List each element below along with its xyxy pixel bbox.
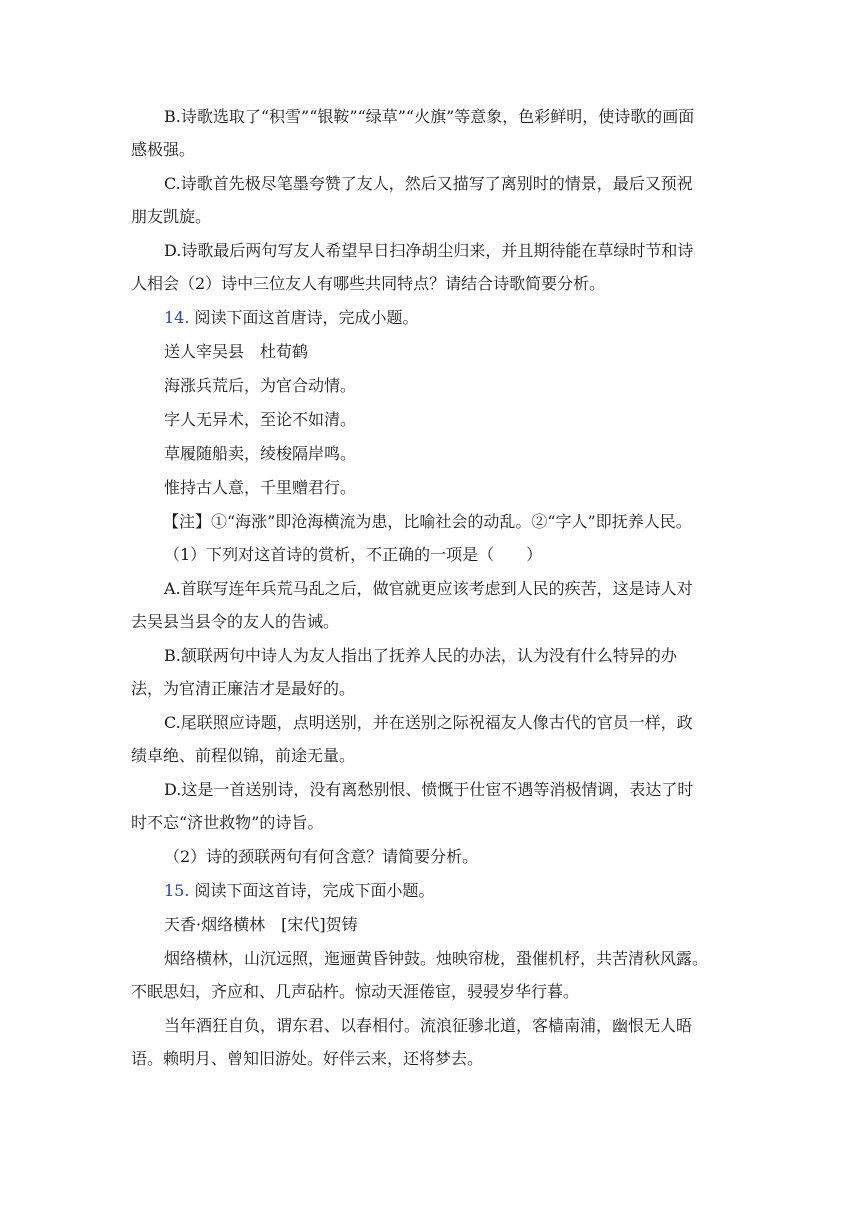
- option-c2-line-1: C.尾联照应诗题，点明送别，并在送别之际祝福友人像古代的官员一样，政: [164, 713, 693, 732]
- option-c-line-1: C.诗歌首先极尽笔墨夸赞了友人，然后又描写了离别时的情景，最后又预祝: [164, 174, 693, 193]
- option-b-line-2: 感极强。: [131, 140, 196, 159]
- option-d2-line-2: 时不忘“济世救物”的诗旨。: [131, 813, 324, 832]
- ci-para-1-line-1: 烟络横林，山沉远照，迤逦黄昏钟鼓。烛映帘栊，蛩催机杼，共苦清秋风露。: [164, 949, 709, 968]
- question-15-heading: [131, 881, 731, 901]
- question-number: 15.: [164, 881, 190, 900]
- poem-line-3: 草履随船卖，绫梭隔岸鸣。: [164, 444, 357, 463]
- option-b2-line-2: 法，为官清正廉洁才是最好的。: [131, 679, 356, 698]
- subquestion-2: （2）诗的颈联两句有何含意？请简要分析。: [164, 847, 479, 866]
- option-b-line-1: B.诗歌选取了“积雪”“银鞍”“绿草”“火旗”等意象，色彩鲜明，使诗歌的画面: [164, 107, 695, 126]
- ci-para-2-line-2: 语。赖明月、曾知旧游处。好伴云来，还将梦去。: [131, 1049, 484, 1068]
- poem-line-4: 惟持古人意，千里赠君行。: [164, 478, 357, 497]
- poem-title-author: 送人宰吴县 杜荀鹤: [164, 342, 309, 361]
- ci-title-author: 天香·烟络横林 [宋代]贺铸: [164, 915, 358, 934]
- option-a-line-2: 去吴县当县令的友人的告诫。: [131, 612, 340, 631]
- poem-line-1: 海涨兵荒后，为官合动情。: [164, 376, 357, 395]
- option-d-line-2: 人相会（2）诗中三位友人有哪些共同特点？请结合诗歌简要分析。: [131, 274, 606, 293]
- question-instruction: 阅读下面这首诗，完成下面小题。: [194, 881, 435, 900]
- option-d2-line-1: D.这是一首送别诗，没有离愁别恨、愤慨于仕宦不遇等消极情调，表达了时: [164, 780, 694, 799]
- option-b2-line-1: B.颔联两句中诗人为友人指出了抚养人民的办法，认为没有什么特异的办: [164, 646, 677, 665]
- option-c2-line-2: 绩卓绝、前程似锦，前途无量。: [131, 746, 356, 765]
- option-c-line-2: 朋友凯旋。: [131, 207, 212, 226]
- question-14-heading: [131, 308, 731, 328]
- subquestion-1: （1）下列对这首诗的赏析，不正确的一项是（ ）: [164, 545, 543, 564]
- option-a-line-1: A.首联写连年兵荒马乱之后，做官就更应该考虑到人民的疾苦，这是诗人对: [164, 579, 693, 598]
- poem-annotation: 【注】①“海涨”即沧海横流为患，比喻社会的动乱。②“字人”即抚养人民。: [163, 512, 692, 531]
- poem-line-2: 字人无异术，至论不如清。: [164, 410, 357, 429]
- ci-para-2-line-1: 当年酒狂自负，谓东君、以春相付。流浪征骖北道，客樯南浦，幽恨无人晤: [164, 1016, 693, 1035]
- option-d-line-1: D.诗歌最后两句写友人希望早日扫净胡尘归来，并且期待能在草绿时节和诗: [164, 241, 694, 260]
- document-body: [131, 107, 731, 1069]
- ci-para-1-line-2: 不眠思妇，齐应和、几声砧杵。惊动天涯倦宦，骎骎岁华行暮。: [131, 982, 580, 1001]
- question-number: 14.: [164, 308, 190, 327]
- question-instruction: 阅读下面这首唐诗，完成小题。: [194, 308, 419, 327]
